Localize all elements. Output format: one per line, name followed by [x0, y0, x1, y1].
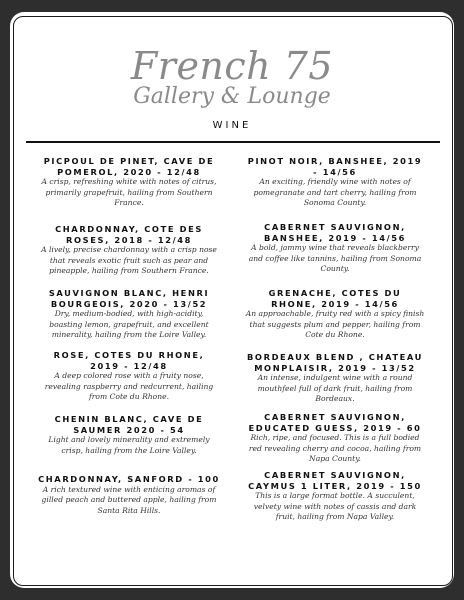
wine-description: A crisp, refreshing white with notes of citrus, primarily grapefruit, hailing from Southern France.	[41, 177, 217, 208]
wine-description: A rich textured wine with enticing aromas of gilled peach and buttered apple, hailing from Santa Rita Hills.	[41, 484, 217, 515]
wine-item	[244, 288, 426, 341]
wine-name: CABERNET SAUVIGNON, CAYMUS 1 LITER, 2019 - 150	[248, 470, 422, 491]
wine-item	[38, 156, 220, 209]
wine-name: CHARDONNAY, SANFORD - 100	[38, 474, 220, 484]
section-heading: WINE	[212, 120, 252, 131]
wine-item	[244, 352, 426, 405]
wine-description: A bold, jammy wine that reveals blackberry and coffee like tannins, hailing from Sonoma County.	[248, 243, 422, 274]
wine-item	[244, 222, 426, 275]
wine-description: Rich, ripe, and focused. This is a full bodied red revealing cherry and cocoa, hailing from Napa County.	[248, 433, 422, 464]
wine-item	[38, 414, 220, 456]
wine-item	[38, 350, 220, 403]
section-divider	[26, 141, 440, 143]
wine-name: PICPOUL DE PINET, CAVE DE POMEROL, 2020 - 12/48	[43, 156, 215, 177]
wine-description: This is a large format bottle. A succulent, velvety wine with notes of cassis and dark fruit, hailing from Napa Valley.	[253, 491, 417, 522]
wine-item	[244, 156, 426, 209]
wine-description: Dry, medium-bodied, with high-acidity, boasting lemon, grapefruit, and excellent minerality, hailing from the Loire Valley.	[49, 309, 209, 340]
wine-item	[38, 288, 220, 341]
wine-item	[244, 412, 426, 465]
wine-name: CABERNET SAUVIGNON, EDUCATED GUESS, 2019 - 60	[248, 412, 422, 433]
wine-name: CABERNET SAUVIGNON, BANSHEE, 2019 - 14/56	[263, 222, 407, 243]
wine-name: BORDEAUX BLEND , CHATEAU MONPLAISIR, 2019 - 13/52	[247, 352, 423, 373]
wine-name: CHENIN BLANC, CAVE DE SAUMER 2020 - 54	[54, 414, 204, 435]
wine-name: CHARDONNAY, COTE DES ROSES, 2018 - 12/48	[55, 224, 203, 245]
venue-subtitle: Gallery & Lounge	[133, 84, 331, 109]
wine-description: Light and lovely minerality and extremely crisp, hailing from the Loire Valley.	[48, 435, 210, 455]
wine-name: SAUVIGNON BLANC, HENRI BOURGEOIS, 2020 - 13/52	[48, 288, 210, 309]
wine-item	[244, 470, 426, 523]
wine-description: A lively, precise chardonnay with a crisp nose that reveals exotic fruit such as pear and pineapple, hailing from Southern France.	[41, 245, 217, 276]
wine-description: An approachable, fruity red with a spicy finish that suggests plum and pepper, hailing from Cote du Rhone.	[245, 309, 425, 340]
wine-description: An intense, indulgent wine with a round mouthfeel full of dark fruit, hailing from Bordeaux.	[257, 373, 413, 404]
wine-item	[38, 224, 220, 277]
wine-description: An exciting, friendly wine with notes of pomegranate and tart cherry, hailing from Sonoma County.	[253, 177, 417, 208]
wine-item	[38, 474, 220, 516]
wine-description: A deep colored rose with a fruity nose, revealing raspberry and redcurrent, hailing from Cote du Rhone.	[44, 371, 214, 402]
wine-name: GRENACHE, COTES DU RHONE, 2019 - 14/56	[268, 288, 402, 309]
venue-title: French 75	[130, 44, 334, 88]
wine-name: PINOT NOIR, BANSHEE, 2019 - 14/56	[247, 156, 423, 177]
wine-name: ROSE, COTES DU RHONE, 2019 - 12/48	[53, 350, 205, 371]
